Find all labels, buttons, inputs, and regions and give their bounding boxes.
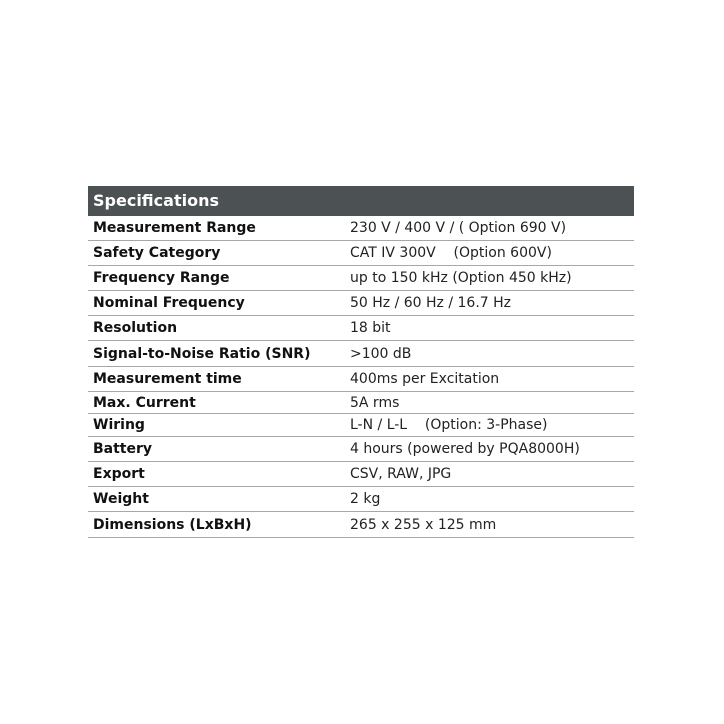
table-row bbox=[88, 266, 634, 291]
row-label: Frequency Range bbox=[93, 270, 230, 286]
specifications-table bbox=[88, 186, 634, 538]
row-label: Export bbox=[93, 466, 145, 482]
row-value: 5A rms bbox=[350, 394, 400, 411]
table-row bbox=[88, 487, 634, 512]
row-label: Battery bbox=[93, 441, 153, 457]
row-value: 50 Hz / 60 Hz / 16.7 Hz bbox=[350, 295, 512, 311]
row-value: 265 x 255 x 125 mm bbox=[350, 516, 497, 533]
row-value: CAT IV 300V (Option 600V) bbox=[350, 245, 552, 261]
table-row bbox=[88, 367, 634, 392]
row-value: L-N / L-L (Option: 3-Phase) bbox=[350, 417, 548, 433]
row-label: Measurement time bbox=[93, 371, 242, 387]
table-row bbox=[88, 216, 634, 241]
row-label: Resolution bbox=[93, 320, 178, 336]
row-value: 18 bit bbox=[350, 320, 391, 336]
row-label: Dimensions (LxBxH) bbox=[93, 516, 252, 533]
table-row bbox=[88, 462, 634, 487]
table-row bbox=[88, 392, 634, 414]
row-value: 230 V / 400 V / ( Option 690 V) bbox=[350, 220, 567, 236]
row-value: >100 dB bbox=[350, 345, 412, 362]
table-row bbox=[88, 512, 634, 538]
row-value: up to 150 kHz (Option 450 kHz) bbox=[350, 270, 572, 286]
table-row bbox=[88, 414, 634, 437]
row-label: Nominal Frequency bbox=[93, 295, 245, 311]
row-label: Max. Current bbox=[93, 394, 196, 411]
row-label: Safety Category bbox=[93, 245, 221, 261]
table-row bbox=[88, 341, 634, 367]
row-value: CSV, RAW, JPG bbox=[350, 466, 452, 482]
row-label: Wiring bbox=[93, 417, 145, 433]
table-row bbox=[88, 316, 634, 341]
row-value: 400ms per Excitation bbox=[350, 371, 500, 387]
table-header: Specifications bbox=[88, 186, 634, 216]
table-row bbox=[88, 437, 634, 462]
table-row bbox=[88, 241, 634, 266]
row-value: 2 kg bbox=[350, 491, 381, 507]
row-value: 4 hours (powered by PQA8000H) bbox=[350, 441, 580, 457]
row-label: Weight bbox=[93, 491, 149, 507]
table-row bbox=[88, 291, 634, 316]
row-label: Measurement Range bbox=[93, 220, 256, 236]
row-label: Signal-to-Noise Ratio (SNR) bbox=[93, 345, 311, 362]
